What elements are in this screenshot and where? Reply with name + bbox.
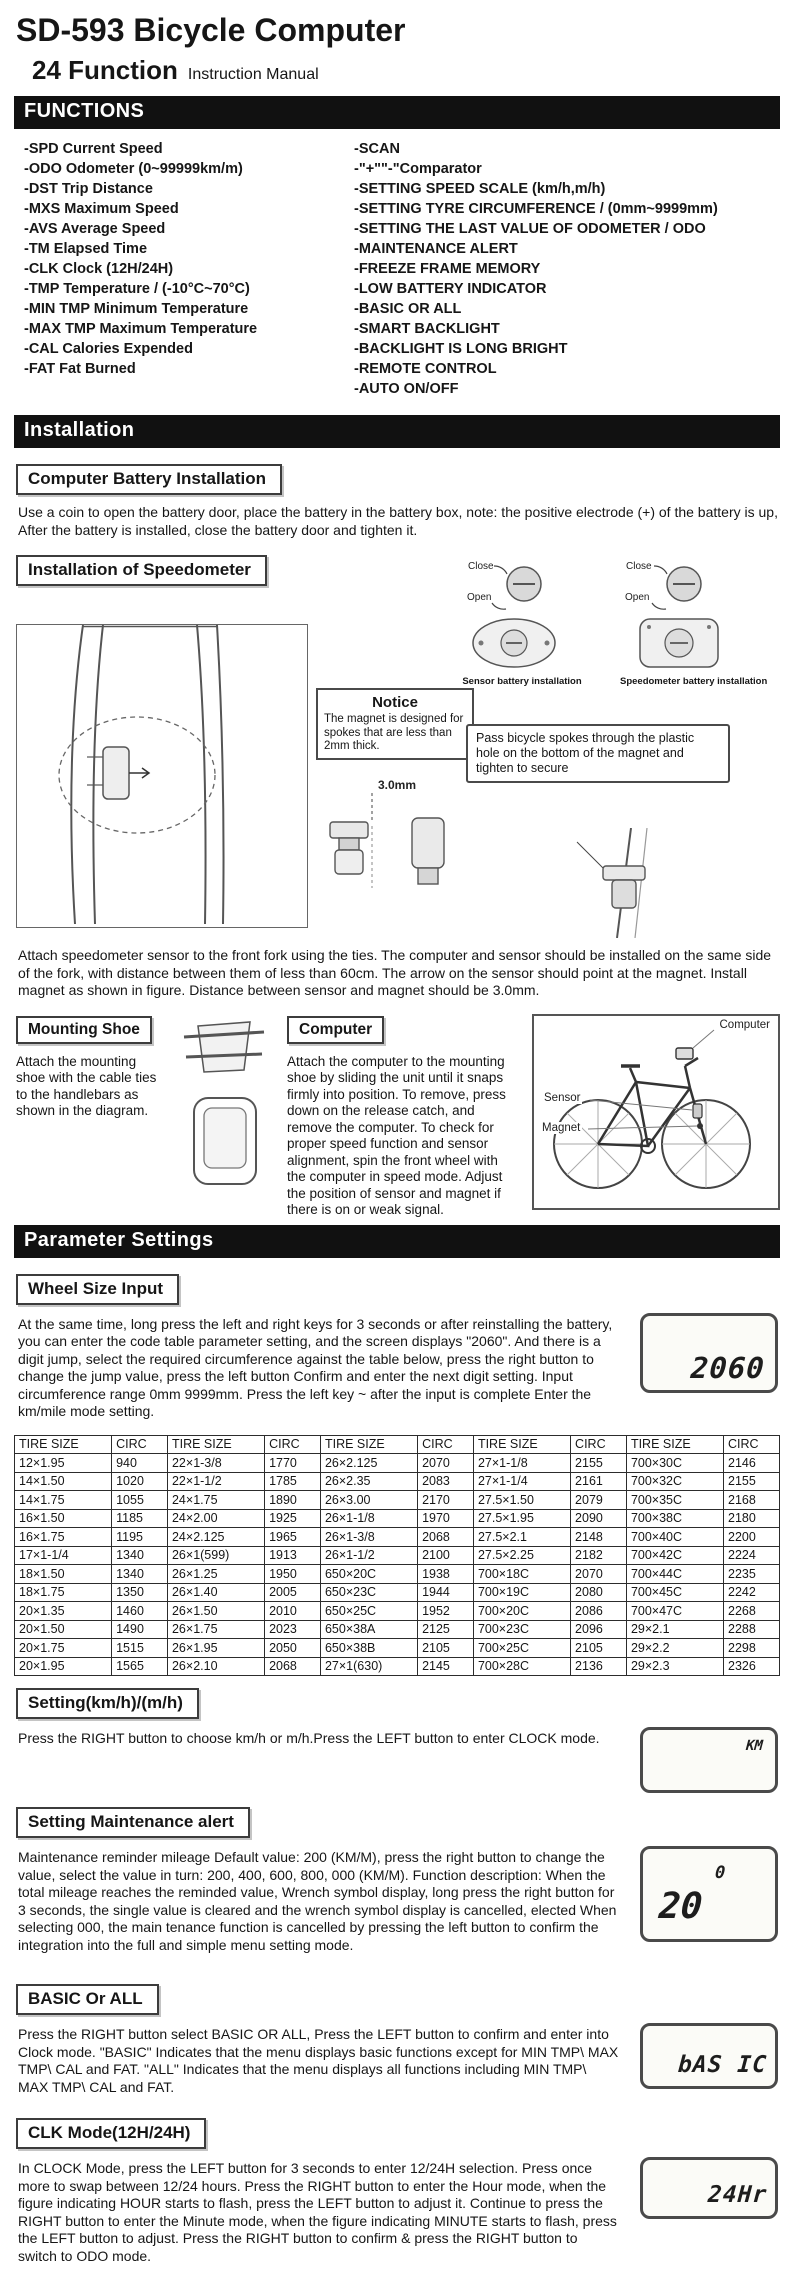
table-cell: 14×1.50 (15, 1472, 112, 1491)
subheader-computer-battery-installation: Computer Battery Installation (16, 464, 282, 495)
table-cell: 2068 (418, 1528, 474, 1547)
table-cell: 2096 (571, 1620, 627, 1639)
table-cell: 26×2.35 (320, 1472, 417, 1491)
table-cell: 2155 (724, 1472, 780, 1491)
table-cell: 700×47C (626, 1602, 723, 1621)
speedometer-attach-text: Attach speedometer sensor to the front fork using the ties. The computer and sensor should be installed on the same side of the fork, with distance between them of less than 60cm. The arrow on the sensor should point at the magnet. Install magnet as shown in figure. Distance between sensor and magnet should be 3.0mm. (18, 947, 772, 998)
table-cell: 1950 (265, 1565, 321, 1584)
table-header-cell: CIRC (418, 1435, 474, 1454)
spoke-magnet-drawing (559, 828, 679, 938)
table-cell: 2050 (265, 1639, 321, 1658)
table-cell: 18×1.75 (15, 1583, 112, 1602)
table-cell: 20×1.50 (15, 1620, 112, 1639)
mounting-shoe-drawing (178, 1012, 270, 1197)
table-cell: 700×20C (473, 1602, 570, 1621)
mounting-section (14, 1008, 780, 1219)
table-cell: 2268 (724, 1602, 780, 1621)
table-cell: 700×38C (626, 1509, 723, 1528)
table-header-cell: TIRE SIZE (167, 1435, 264, 1454)
maintenance-row (14, 1846, 780, 1962)
speed-unit-lcd-value: KM (745, 1738, 764, 1754)
bicycle-diagram (532, 1014, 780, 1210)
wheel-size-row (14, 1313, 780, 1429)
close-label: Close (626, 561, 652, 572)
table-cell: 2100 (418, 1546, 474, 1565)
function-item: -BASIC OR ALL (354, 301, 462, 317)
function-item: -TMP Temperature / (-10°C~70°C) (24, 281, 250, 297)
function-item: -"+""-"Comparator (354, 161, 482, 177)
sensor-battery-caption: Sensor battery installation (462, 676, 582, 687)
wheel-size-lcd (640, 1313, 778, 1393)
function-item: -FAT Fat Burned (24, 361, 136, 377)
table-cell: 650×25C (320, 1602, 417, 1621)
table-cell: 2235 (724, 1565, 780, 1584)
table-cell: 1055 (112, 1491, 168, 1510)
table-cell: 27.5×1.50 (473, 1491, 570, 1510)
table-cell: 2298 (724, 1639, 780, 1658)
table-cell: 700×40C (626, 1528, 723, 1547)
computer-attach-text: Attach the computer to the mounting shoe by sliding the unit until it snaps firmly into position. To remove, press down on the release catch, and remove the computer. To check for proper speed function and sensor alignment, spin the front wheel with the computer in speed mode. Adjust the position of sensor and magnet if there is on or weak signal. (287, 1053, 506, 1217)
table-cell: 18×1.50 (15, 1565, 112, 1584)
function-item: -ODO Odometer (0~99999km/m) (24, 161, 243, 177)
table-cell: 700×42C (626, 1546, 723, 1565)
wheel-circumference-table (14, 1435, 780, 1677)
function-item: -MAINTENANCE ALERT (354, 241, 518, 257)
bike-computer-label: Computer (719, 1018, 770, 1031)
function-item: -BACKLIGHT IS LONG BRIGHT (354, 341, 568, 357)
table-cell: 1965 (265, 1528, 321, 1547)
table-cell: 2148 (571, 1528, 627, 1547)
table-cell: 14×1.75 (15, 1491, 112, 1510)
table-header-cell: TIRE SIZE (15, 1435, 112, 1454)
table-cell: 1970 (418, 1509, 474, 1528)
speedometer-battery-caption: Speedometer battery installation (620, 676, 768, 687)
table-cell: 26×1.25 (167, 1565, 264, 1584)
subheader-clk-mode: CLK Mode(12H/24H) (16, 2118, 206, 2149)
battery-instructions-text: Use a coin to open the battery door, place the battery in the battery box, note: the positive electrode (+) of the battery is up, After the battery is installed, close the battery door and tighten it. (18, 504, 778, 538)
table-header-cell: TIRE SIZE (473, 1435, 570, 1454)
table-cell: 2105 (418, 1639, 474, 1658)
table-cell: 2180 (724, 1509, 780, 1528)
table-cell: 27×1-1/8 (473, 1454, 570, 1473)
table-cell: 700×30C (626, 1454, 723, 1473)
table-cell: 2005 (265, 1583, 321, 1602)
table-row (15, 1472, 780, 1491)
table-cell: 27.5×1.95 (473, 1509, 570, 1528)
table-cell: 2090 (571, 1509, 627, 1528)
table-cell: 2105 (571, 1639, 627, 1658)
section-header-parameter-settings: Parameter Settings (14, 1225, 780, 1258)
sensor-magnet-parts (314, 776, 484, 931)
maintenance-lcd-value: 20 (657, 1886, 704, 1927)
computer-column (285, 1008, 520, 1219)
table-cell: 1515 (112, 1639, 168, 1658)
table-cell: 700×19C (473, 1583, 570, 1602)
table-cell: 26×1.40 (167, 1583, 264, 1602)
table-cell: 1020 (112, 1472, 168, 1491)
table-cell: 1185 (112, 1509, 168, 1528)
table-cell: 27.5×2.25 (473, 1546, 570, 1565)
subheader-maintenance-alert: Setting Maintenance alert (16, 1807, 250, 1838)
table-cell: 12×1.95 (15, 1454, 112, 1473)
maintenance-text: Maintenance reminder mileage Default value: 200 (KM/M), press the right button to change the value, select the value in turn: 200, 400, 600, 800, 000 (KM/M). Function description: When the total mileage reaches the reminded value, Wrench symbol display, long press the right button for 3 seconds, the single value is cleared and the wrench symbol display is cancelled, elected When selecting 000, the main tenance function is cancelled by pressing the left button to confirm the integration into the full and simple menu setting mode. (18, 1849, 617, 1953)
table-cell: 20×1.95 (15, 1657, 112, 1676)
table-cell: 650×23C (320, 1583, 417, 1602)
function-item: -LOW BATTERY INDICATOR (354, 281, 547, 297)
table-cell: 700×25C (473, 1639, 570, 1658)
table-cell: 2170 (418, 1491, 474, 1510)
table-cell: 26×3.00 (320, 1491, 417, 1510)
table-row (15, 1583, 780, 1602)
table-cell: 20×1.75 (15, 1639, 112, 1658)
table-cell: 26×1-3/8 (320, 1528, 417, 1547)
notice-text: The magnet is designed for spokes that are less than 2mm thick. (324, 713, 464, 752)
table-cell: 24×1.75 (167, 1491, 264, 1510)
table-cell: 2083 (418, 1472, 474, 1491)
close-label: Close (468, 561, 494, 572)
table-cell: 20×1.35 (15, 1602, 112, 1621)
table-cell: 2010 (265, 1602, 321, 1621)
table-cell: 16×1.50 (15, 1509, 112, 1528)
table-cell: 2068 (265, 1657, 321, 1676)
table-cell: 2161 (571, 1472, 627, 1491)
table-header-cell: TIRE SIZE (320, 1435, 417, 1454)
table-cell: 26×1-1/2 (320, 1546, 417, 1565)
section-header-installation: Installation (14, 415, 780, 448)
table-cell: 29×2.1 (626, 1620, 723, 1639)
function-item: -CLK Clock (12H/24H) (24, 261, 174, 277)
table-cell: 26×1(599) (167, 1546, 264, 1565)
speed-unit-text: Press the RIGHT button to choose km/h or m/h.Press the LEFT button to enter CLOCK mode. (18, 1730, 600, 1746)
table-row (15, 1639, 780, 1658)
mounting-shoe-column (14, 1008, 166, 1219)
table-cell: 2070 (571, 1565, 627, 1584)
functions-list-right (354, 139, 718, 399)
table-row (15, 1491, 780, 1510)
function-item: -SPD Current Speed (24, 141, 163, 157)
table-cell: 1490 (112, 1620, 168, 1639)
table-cell: 17×1-1/4 (15, 1546, 112, 1565)
table-cell: 26×1-1/8 (320, 1509, 417, 1528)
table-cell: 27×1-1/4 (473, 1472, 570, 1491)
table-cell: 650×38A (320, 1620, 417, 1639)
speedometer-battery-diagram (620, 558, 768, 687)
table-cell: 700×23C (473, 1620, 570, 1639)
table-cell: 24×2.125 (167, 1528, 264, 1547)
function-item: -SMART BACKLIGHT (354, 321, 500, 337)
table-header-cell: CIRC (112, 1435, 168, 1454)
table-cell: 2200 (724, 1528, 780, 1547)
table-cell: 2288 (724, 1620, 780, 1639)
table-row (15, 1602, 780, 1621)
table-cell: 1944 (418, 1583, 474, 1602)
maintenance-lcd (640, 1846, 778, 1942)
clk-mode-row (14, 2157, 780, 2273)
table-cell: 16×1.75 (15, 1528, 112, 1547)
basic-all-text: Press the RIGHT button select BASIC OR ALL, Press the LEFT button to confirm and enter into Clock mode. "BASIC" Indicates that the menu displays basic functions except for MIN TMP\ MAX TMP\ CAL and FAT. "ALL" Indicates that the menu displays all functions including MIN TMP\ MAX TMP\ CAL and FAT. (18, 2026, 619, 2095)
subheader-computer: Computer (287, 1016, 384, 1044)
subheader-basic-or-all: BASIC Or ALL (16, 1984, 159, 2015)
table-cell: 2326 (724, 1657, 780, 1676)
wheel-size-lcd-value: 2060 (689, 1350, 767, 1385)
function-count-label: 24 Function (32, 55, 178, 85)
sensor-battery-diagram (462, 558, 582, 687)
table-cell: 1925 (265, 1509, 321, 1528)
table-header-cell: CIRC (571, 1435, 627, 1454)
table-cell: 26×1.75 (167, 1620, 264, 1639)
page-subtitle (32, 55, 780, 86)
table-cell: 29×2.3 (626, 1657, 723, 1676)
function-item: -MIN TMP Minimum Temperature (24, 301, 249, 317)
open-label: Open (625, 592, 650, 603)
table-cell: 2182 (571, 1546, 627, 1565)
table-cell: 700×18C (473, 1565, 570, 1584)
clk-mode-lcd (640, 2157, 778, 2219)
function-item: -SETTING THE LAST VALUE OF ODOMETER / ODO (354, 221, 706, 237)
table-cell: 2125 (418, 1620, 474, 1639)
function-item: -FREEZE FRAME MEMORY (354, 261, 541, 277)
mounting-shoe-illustration (178, 1008, 273, 1219)
table-cell: 700×44C (626, 1565, 723, 1584)
function-item: -SCAN (354, 141, 400, 157)
table-cell: 22×1-3/8 (167, 1454, 264, 1473)
table-cell: 2086 (571, 1602, 627, 1621)
table-cell: 26×1.95 (167, 1639, 264, 1658)
maintenance-lcd-digit: 0 (714, 1863, 726, 1883)
table-header-cell: CIRC (724, 1435, 780, 1454)
table-cell: 1350 (112, 1583, 168, 1602)
speed-unit-lcd (640, 1727, 778, 1793)
table-cell: 940 (112, 1454, 168, 1473)
table-row (15, 1509, 780, 1528)
function-item: -MXS Maximum Speed (24, 201, 179, 217)
function-item: -MAX TMP Maximum Temperature (24, 321, 258, 337)
wheel-size-text: At the same time, long press the left and right keys for 3 seconds or after reinstalling the battery, you can enter the code table parameter setting, and the screen displays "2060". And there is a digit jump, select the required circumference against the table below, press the right button to change the jump value, press the left button Confirm and enter the next digit setting. Input circumference range 0mm 9999mm. Press the left key ~ after the input is complete Enter the km/mile mode setting. (18, 1315, 613, 1419)
functions-list-left (24, 139, 354, 399)
function-item: -AVS Average Speed (24, 221, 166, 237)
table-cell: 2145 (418, 1657, 474, 1676)
table-cell: 650×20C (320, 1565, 417, 1584)
table-row (15, 1657, 780, 1676)
table-row (15, 1454, 780, 1473)
table-cell: 27.5×2.1 (473, 1528, 570, 1547)
table-cell: 27×1(630) (320, 1657, 417, 1676)
subheader-mounting-shoe: Mounting Shoe (16, 1016, 152, 1044)
table-cell: 1785 (265, 1472, 321, 1491)
function-item: -REMOTE CONTROL (354, 361, 497, 377)
speed-unit-row (14, 1727, 780, 1793)
function-item: -SETTING TYRE CIRCUMFERENCE / (0mm~9999mm) (354, 201, 718, 217)
table-header-cell: CIRC (265, 1435, 321, 1454)
gap-dimension-label: 3.0mm (378, 778, 417, 792)
function-item: -SETTING SPEED SCALE (km/h,m/h) (354, 181, 606, 197)
bike-sensor-label: Sensor (544, 1091, 581, 1104)
sensor-battery-drawing (462, 558, 566, 670)
table-cell: 700×28C (473, 1657, 570, 1676)
function-item: -AUTO ON/OFF (354, 381, 459, 397)
notice-box (316, 688, 474, 760)
table-header-cell: TIRE SIZE (626, 1435, 723, 1454)
table-cell: 700×45C (626, 1583, 723, 1602)
section-header-functions: FUNCTIONS (14, 96, 780, 129)
page-title: SD-593 Bicycle Computer (16, 12, 406, 48)
clk-mode-text: In CLOCK Mode, press the LEFT button for 3 seconds to enter 12/24H selection. Press once more to swap between 12/24 hours. Press the RIGHT button to enter the Hour mode, when the figure indicating HOUR starts to flash, press the LEFT button to adjust it. Continue to press the RIGHT button to enter the Minute mode, when the figure indicating MINUTE starts to flash, press the LEFT button to adjust. Press the RIGHT button to confirm & press the RIGHT button to switch to ODO mode. (18, 2160, 617, 2264)
table-cell: 2242 (724, 1583, 780, 1602)
table-cell: 1890 (265, 1491, 321, 1510)
basic-all-lcd (640, 2023, 778, 2089)
function-item: -CAL Calories Expended (24, 341, 193, 357)
clk-mode-lcd-value: 24Hr (706, 2182, 768, 2208)
table-cell: 2070 (418, 1454, 474, 1473)
function-item: -DST Trip Distance (24, 181, 153, 197)
table-cell: 1770 (265, 1454, 321, 1473)
subheader-setting-kmh-mh: Setting(km/h)/(m/h) (16, 1688, 199, 1719)
table-row (15, 1546, 780, 1565)
function-item: -TM Elapsed Time (24, 241, 148, 257)
bicycle-drawing (534, 1016, 774, 1204)
table-cell: 1913 (265, 1546, 321, 1565)
mounting-shoe-text: Attach the mounting shoe with the cable ties to the handlebars as shown in the diagram. (16, 1053, 157, 1118)
basic-all-lcd-value: bAS IC (676, 2052, 768, 2078)
table-cell: 2079 (571, 1491, 627, 1510)
subheader-installation-of-speedometer: Installation of Speedometer (16, 555, 267, 586)
table-cell: 26×1.50 (167, 1602, 264, 1621)
table-cell: 1340 (112, 1546, 168, 1565)
table-cell: 2168 (724, 1491, 780, 1510)
table-cell: 2136 (571, 1657, 627, 1676)
table-cell: 2155 (571, 1454, 627, 1473)
table-cell: 700×32C (626, 1472, 723, 1491)
speedometer-battery-drawing (620, 558, 732, 670)
table-cell: 1938 (418, 1565, 474, 1584)
table-cell: 1195 (112, 1528, 168, 1547)
table-cell: 24×2.00 (167, 1509, 264, 1528)
spoke-magnet-illustration (559, 828, 679, 943)
table-row (15, 1565, 780, 1584)
spoke-callout: Pass bicycle spokes through the plastic hole on the bottom of the magnet and tighten to secure (466, 724, 730, 783)
table-row (15, 1620, 780, 1639)
table-cell: 22×1-1/2 (167, 1472, 264, 1491)
table-cell: 26×2.125 (320, 1454, 417, 1473)
table-cell: 2146 (724, 1454, 780, 1473)
bike-magnet-label: Magnet (542, 1121, 581, 1134)
basic-all-row (14, 2023, 780, 2104)
table-cell: 650×38B (320, 1639, 417, 1658)
table-cell: 700×35C (626, 1491, 723, 1510)
table-cell: 2080 (571, 1583, 627, 1602)
open-label: Open (467, 592, 492, 603)
subheader-wheel-size-input: Wheel Size Input (16, 1274, 179, 1305)
table-cell: 1952 (418, 1602, 474, 1621)
instruction-manual-label: Instruction Manual (187, 66, 319, 83)
table-cell: 2023 (265, 1620, 321, 1639)
parts-drawing (314, 776, 484, 926)
fork-drawing (17, 625, 304, 924)
table-cell: 29×2.2 (626, 1639, 723, 1658)
table-row (15, 1528, 780, 1547)
notice-title: Notice (372, 694, 418, 711)
table-cell: 26×2.10 (167, 1657, 264, 1676)
functions-list (14, 137, 780, 409)
table-cell: 1460 (112, 1602, 168, 1621)
table-cell: 1565 (112, 1657, 168, 1676)
table-cell: 2224 (724, 1546, 780, 1565)
table-cell: 1340 (112, 1565, 168, 1584)
table-header-row (15, 1435, 780, 1454)
fork-illustration (16, 624, 308, 928)
